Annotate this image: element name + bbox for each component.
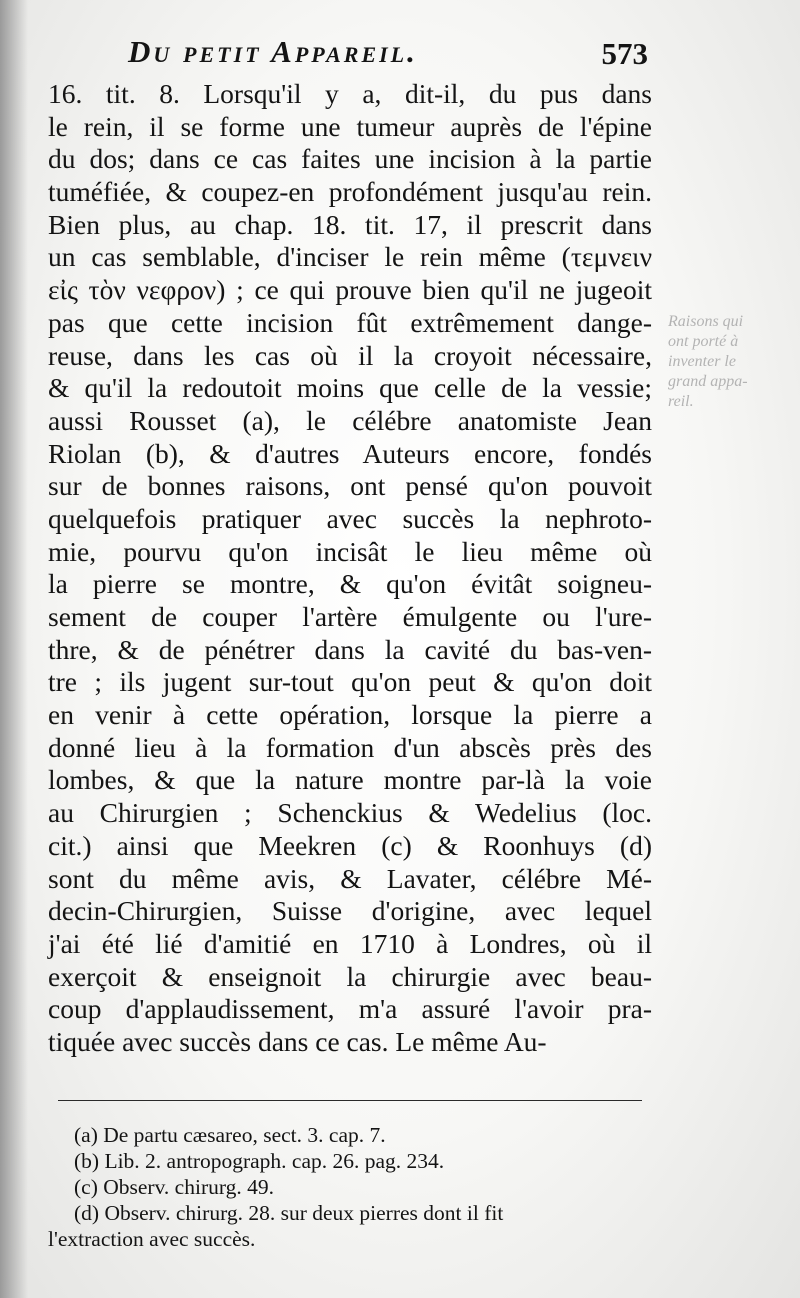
text-line: cit.) ainsi que Meekren (c) & Roonhuys (d) bbox=[48, 829, 652, 861]
text-line: & qu'il la redoutoit moins que celle de la vessie; bbox=[48, 372, 652, 404]
text-line: du dos; dans ce cas faites une incision à la partie bbox=[48, 143, 652, 175]
text-line: tiquée avec succès dans ce cas. Le même Au- bbox=[48, 1025, 547, 1057]
margin-note-line: ont porté à bbox=[668, 333, 739, 350]
footnote-divider bbox=[58, 1100, 642, 1101]
text-line: j'ai été lié d'amitié en 1710 à Londres, où il bbox=[48, 927, 652, 959]
text-line: pas que cette incision fût extrêmement dange- bbox=[48, 306, 652, 338]
footnote-c: (c) Observ. chirurg. 49. bbox=[74, 1175, 275, 1199]
text-line: au Chirurgien ; Schenckius & Wedelius (loc. bbox=[48, 797, 652, 829]
footnotes bbox=[48, 1122, 652, 1252]
text-line: aussi Rousset (a), le célébre anatomiste Jean bbox=[48, 404, 652, 436]
text-line: exerçoit & enseignoit la chirurgie avec beau- bbox=[48, 960, 652, 992]
text-line: sur de bonnes raisons, ont pensé qu'on pouvoit bbox=[48, 470, 652, 502]
text-line: Riolan (b), & d'autres Auteurs encore, fondés bbox=[48, 437, 652, 469]
text-line: εἰς τὸν νεφρον) ; ce qui prouve bien qu'il ne jugeoit bbox=[48, 274, 652, 306]
text-line: tuméfiée, & coupez-en profondément jusqu'au rein. bbox=[48, 176, 652, 208]
footnote-a: (a) De partu cæsareo, sect. 3. cap. 7. bbox=[74, 1123, 386, 1147]
text-line: mie, pourvu qu'on incisât le lieu même où bbox=[48, 535, 652, 567]
footnote-d-continued: l'extraction avec succès. bbox=[48, 1227, 256, 1251]
footnote-d: (d) Observ. chirurg. 28. sur deux pierres dont il fit bbox=[74, 1201, 504, 1225]
text-line: decin-Chirurgien, Suisse d'origine, avec lequel bbox=[48, 895, 652, 927]
text-line: le rein, il se forme une tumeur auprès de l'épine bbox=[48, 110, 652, 142]
text-line: lombes, & que la nature montre par-là la voie bbox=[48, 764, 652, 796]
text-line: 16. tit. 8. Lorsqu'il y a, dit-il, du pus dans bbox=[48, 78, 652, 109]
margin-note-line: grand appa- bbox=[668, 373, 748, 390]
margin-note bbox=[668, 312, 788, 412]
text-line: la pierre se montre, & qu'on évitât soigneu- bbox=[48, 568, 652, 600]
gutter-shadow bbox=[0, 0, 28, 1298]
text-line: sement de couper l'artère émulgente ou l'ure- bbox=[48, 601, 652, 632]
margin-note-line: inventer le bbox=[668, 353, 736, 370]
body-text bbox=[48, 78, 652, 1059]
margin-note-line: Raisons qui bbox=[668, 313, 744, 330]
text-line: donné lieu à la formation d'un abscès près des bbox=[48, 731, 652, 763]
page-header bbox=[128, 28, 648, 78]
text-line: quelquefois pratiquer avec succès la nephroto- bbox=[48, 502, 652, 534]
text-line: tre ; ils jugent sur-tout qu'on peut & qu'on doit bbox=[48, 666, 652, 698]
text-line: en venir à cette opération, lorsque la pierre a bbox=[48, 699, 652, 731]
margin-note-line: reil. bbox=[668, 393, 694, 410]
page-number: 573 bbox=[601, 36, 648, 71]
text-line: reuse, dans les cas où il la croyoit nécessaire, bbox=[48, 339, 652, 371]
text-line: coup d'applaudissement, m'a assuré l'avoir pra- bbox=[48, 993, 652, 1025]
footnote-b: (b) Lib. 2. antropograph. cap. 26. pag. 234. bbox=[74, 1149, 445, 1173]
text-line: Bien plus, au chap. 18. tit. 17, il prescrit dans bbox=[48, 208, 652, 240]
text-line: sont du même avis, & Lavater, célébre Mé- bbox=[48, 862, 652, 894]
text-line: un cas semblable, d'inciser le rein même (τεμνειν bbox=[48, 241, 652, 273]
text-line: thre, & de pénétrer dans la cavité du bas-ven- bbox=[48, 633, 652, 665]
running-head: Du petit Appareil. bbox=[128, 34, 418, 69]
